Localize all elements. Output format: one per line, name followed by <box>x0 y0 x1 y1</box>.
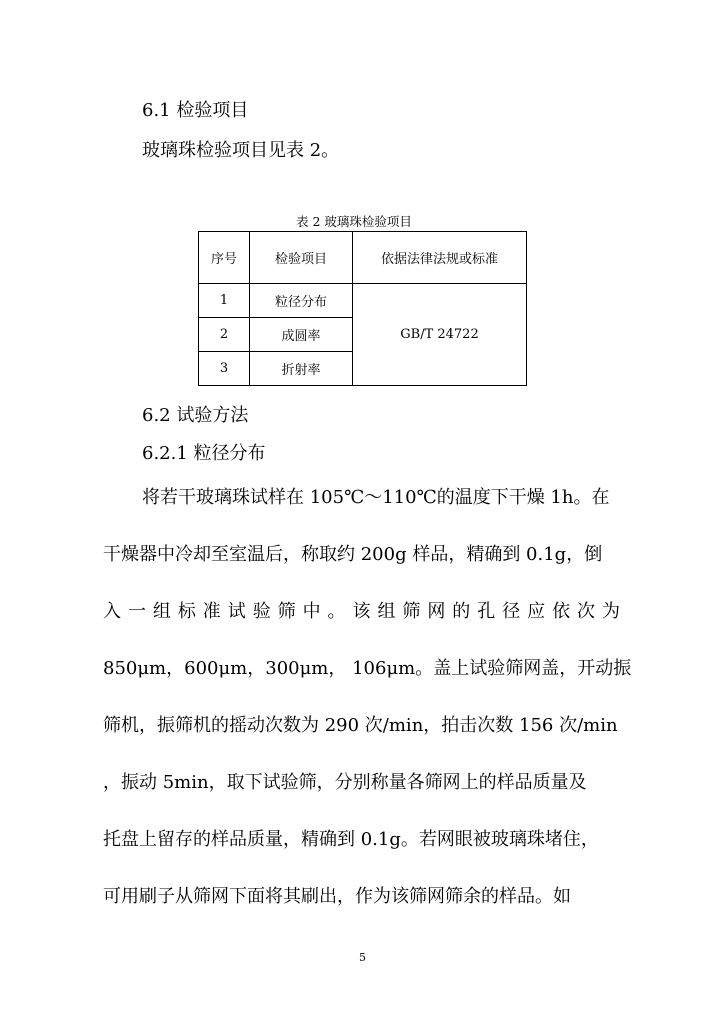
paragraph-line: 850μm，600μm，300μm， 106μm。盖上试验筛网盖，开动振 <box>103 658 632 679</box>
table-caption: 表 2 玻璃珠检验项目 <box>296 214 412 229</box>
section-6-2-heading: 6.2 试验方法 <box>142 405 249 426</box>
paragraph-line: 干燥器中冷却至室温后，称取约 200g 样品，精确到 0.1g，倒 <box>103 544 603 565</box>
paragraph-line: ，振动 5min，取下试验筛，分别称量各筛网上的样品质量及 <box>103 772 587 793</box>
table-cell-no: 2 <box>199 318 250 352</box>
table-cell-item: 粒径分布 <box>250 284 353 318</box>
table-cell-no: 3 <box>199 352 250 386</box>
table-cell-no: 1 <box>199 284 250 318</box>
paragraph-line: 可用刷子从筛网下面将其刷出，作为该筛网筛余的样品。如 <box>103 886 571 907</box>
table-header-cell: 依据法律法规或标准 <box>353 232 527 284</box>
paragraph-line: 筛机，振筛机的摇动次数为 290 次/min，拍击次数 156 次/min <box>103 715 618 736</box>
inspection-items-table <box>198 231 527 386</box>
table-cell-standard: GB/T 24722 <box>353 284 527 386</box>
table-header-cell: 序号 <box>199 232 250 284</box>
table-cell-item: 成圆率 <box>250 318 353 352</box>
section-6-1-intro: 玻璃珠检验项目见表 2。 <box>142 140 340 161</box>
table-row <box>199 284 527 318</box>
section-6-2-1-heading: 6.2.1 粒径分布 <box>142 443 266 464</box>
table-header-cell: 检验项目 <box>250 232 353 284</box>
paragraph-line: 将若干玻璃珠试样在 105℃～110℃的温度下干燥 1h。在 <box>142 487 610 508</box>
table-cell-item: 折射率 <box>250 352 353 386</box>
section-6-1-heading: 6.1 检验项目 <box>142 100 249 121</box>
paragraph-line: 入一组标准试验筛中。该组筛网的孔径应依次为 <box>103 601 620 622</box>
page-number: 5 <box>359 951 366 964</box>
paragraph-line: 托盘上留存的样品质量，精确到 0.1g。若网眼被玻璃珠堵住， <box>103 829 599 850</box>
